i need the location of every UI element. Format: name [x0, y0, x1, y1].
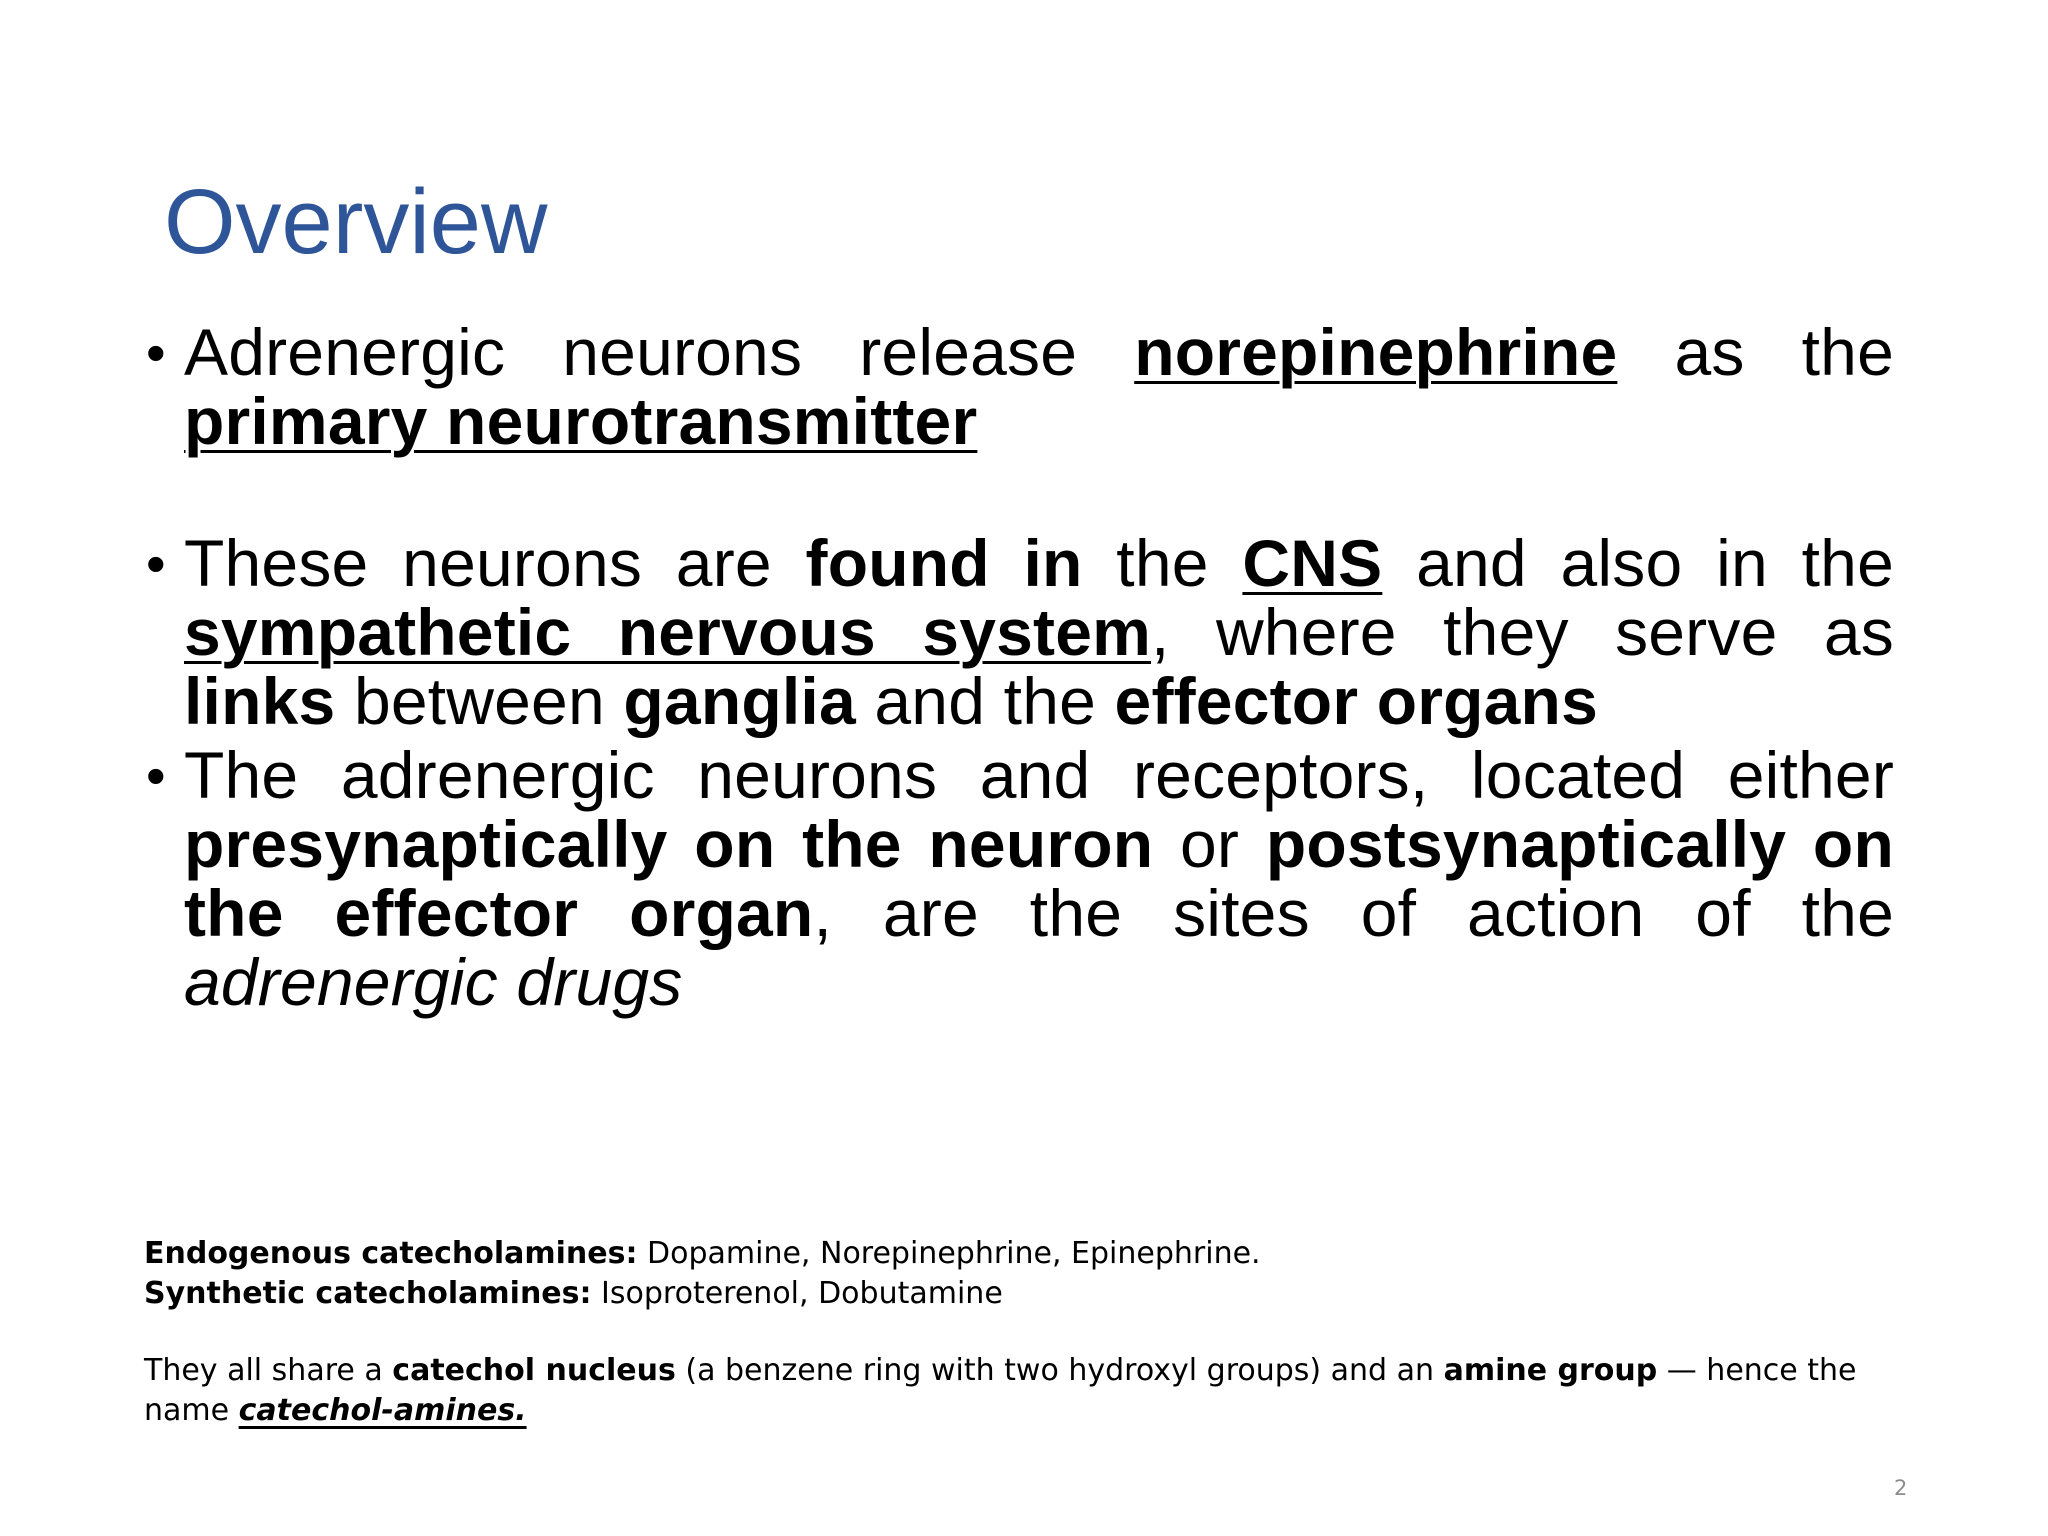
- bullet-text: , are the sites of action of the: [813, 876, 1894, 950]
- bullet-marker: •: [146, 321, 166, 384]
- term-catechol-nucleus: catechol nucleus: [392, 1353, 676, 1388]
- term-sympathetic-nervous-system: sympathetic nervous system: [184, 595, 1151, 669]
- catechol-note: [144, 1351, 1904, 1431]
- term-ganglia: ganglia: [623, 664, 856, 738]
- term-primary-neurotransmitter: primary neurotransmitter: [184, 384, 978, 458]
- bullet-marker: •: [146, 744, 166, 807]
- term-amine-group: amine group: [1443, 1353, 1658, 1388]
- bullet-text: , where they serve as: [1151, 595, 1894, 669]
- endogenous-value: Dopamine, Norepinephrine, Epinephrine.: [637, 1236, 1261, 1271]
- slide-title: Overview: [164, 171, 548, 273]
- bullet-item-receptors: [146, 738, 1894, 1019]
- term-catechol-amines: catechol-amines.: [238, 1393, 527, 1428]
- term-postsynaptically: postsynaptically on the effector organ: [184, 807, 1894, 950]
- bullet-text: These neurons are: [184, 526, 806, 600]
- bullet-text: The adrenergic neurons and receptors, located either: [184, 738, 1894, 812]
- term-links: links: [184, 664, 336, 738]
- bullet-text: between: [335, 664, 624, 738]
- term-cns: CNS: [1242, 526, 1383, 600]
- term-presynaptically: presynaptically on the neuron: [184, 807, 1154, 881]
- note-text: (a benzene ring with two hydroxyl groups) and an: [675, 1353, 1444, 1388]
- synthetic-label: Synthetic catecholamines:: [144, 1276, 592, 1311]
- synthetic-value: Isoproterenol, Dobutamine: [591, 1276, 1003, 1311]
- bullet-text: and the: [855, 664, 1115, 738]
- term-norepinephrine: norepinephrine: [1134, 315, 1618, 389]
- endogenous-label: Endogenous catecholamines:: [144, 1236, 638, 1271]
- bullet-text: as the: [1617, 315, 1894, 389]
- term-found-in: found in: [805, 526, 1083, 600]
- bullet-item-norepinephrine: [146, 315, 1894, 458]
- endogenous-note: [144, 1234, 1904, 1274]
- note-text: — hence the name: [144, 1353, 1857, 1428]
- term-adrenergic-drugs: adrenergic drugs: [184, 945, 683, 1019]
- bullet-text: Adrenergic neurons release: [184, 315, 1135, 389]
- bullet-text: and also in the: [1382, 526, 1894, 600]
- bullet-text: the: [1082, 526, 1243, 600]
- footnotes: [144, 1234, 1904, 1431]
- note-spacer: [144, 1314, 1904, 1351]
- term-effector-organs: effector organs: [1114, 664, 1598, 738]
- bullet-item-location: [146, 526, 1894, 738]
- note-text: They all share a: [144, 1353, 393, 1388]
- bullet-marker: •: [146, 532, 166, 595]
- bullet-text: or: [1153, 807, 1266, 881]
- page-number: 2: [1894, 1476, 1908, 1500]
- synthetic-note: [144, 1274, 1904, 1314]
- bullet-list: [146, 315, 1894, 1019]
